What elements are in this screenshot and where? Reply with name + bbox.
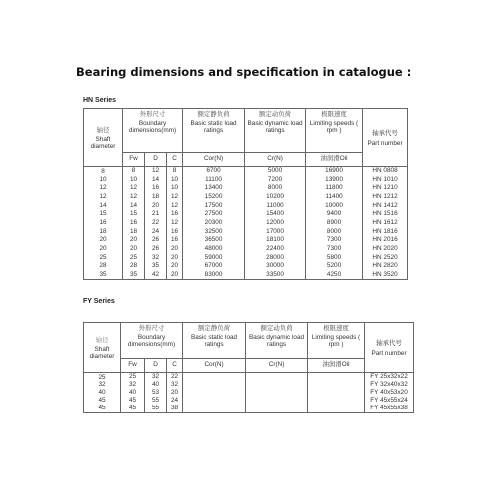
fy-cr-header: Cr(N) — [246, 359, 308, 373]
hn-cell-fw: 20 — [123, 236, 145, 245]
fy-cell-cr — [246, 389, 308, 397]
hn-cell-cor: 15200 — [183, 193, 245, 202]
fy-cell-cr — [246, 373, 308, 382]
hn-cell-speed: 7300 — [306, 245, 363, 254]
hn-speed-en: Limiting speeds ( rpm ) — [309, 120, 359, 135]
hn-table-row — [84, 262, 408, 271]
fy-dims-header — [121, 323, 183, 359]
fy-part-en: Part number — [371, 349, 407, 357]
fy-cell-shaft: 25 — [84, 373, 121, 382]
hn-cell-cor: 13400 — [183, 184, 245, 193]
hn-cell-cr: 30000 — [245, 262, 306, 271]
hn-cell-shaft: 20 — [84, 245, 123, 254]
hn-cell-part: HN 1212 — [363, 193, 408, 202]
hn-cell-cor: 32500 — [183, 228, 245, 237]
hn-cell-d: 18 — [145, 193, 167, 202]
hn-cell-fw: 16 — [123, 219, 145, 228]
hn-cell-cor: 11100 — [183, 175, 245, 184]
fy-cell-shaft: 45 — [84, 397, 121, 405]
hn-cell-cr: 10200 — [245, 193, 306, 202]
fy-cell-fw: 25 — [121, 373, 145, 382]
fy-part-header — [365, 323, 414, 373]
hn-cell-cr: 15400 — [245, 210, 306, 219]
hn-table-row — [84, 236, 408, 245]
hn-table-row — [84, 228, 408, 237]
fy-cell-speed — [308, 373, 365, 382]
hn-cell-d: 12 — [145, 167, 167, 176]
fy-cell-d: 55 — [145, 397, 167, 405]
fy-cell-part: FY 45x55x38 — [365, 405, 414, 413]
hn-cell-shaft: 14 — [84, 201, 123, 210]
hn-cell-fw: 14 — [123, 201, 145, 210]
hn-part-en: Part number — [367, 139, 403, 147]
hn-cell-c: 16 — [167, 228, 183, 237]
hn-table-row — [84, 184, 408, 193]
fy-cell-part: FY 45x55x24 — [365, 397, 414, 405]
hn-cell-shaft: 12 — [84, 184, 123, 193]
hn-cell-c: 10 — [167, 184, 183, 193]
fy-cell-shaft: 40 — [84, 389, 121, 397]
hn-cell-cr: 22400 — [245, 245, 306, 254]
hn-cell-fw: 20 — [123, 245, 145, 254]
hn-dims-cn: 外形尺寸 — [139, 111, 166, 118]
fy-dims-en: Boundary dimensions(mm) — [127, 334, 176, 349]
fy-cell-shaft: 32 — [84, 381, 121, 389]
fy-cell-cor — [183, 373, 246, 382]
hn-cell-cr: 5000 — [245, 167, 306, 176]
hn-cell-cr: 8000 — [245, 184, 306, 193]
hn-cell-c: 20 — [167, 271, 183, 280]
hn-cell-speed: 7300 — [306, 236, 363, 245]
hn-cell-cor: 6700 — [183, 167, 245, 176]
hn-cell-shaft: 10 — [84, 175, 123, 184]
fy-cell-c: 24 — [167, 397, 183, 405]
hn-table-row — [84, 254, 408, 263]
hn-cell-speed: 16900 — [306, 167, 363, 176]
fy-table-row — [84, 389, 414, 397]
hn-cell-c: 20 — [167, 262, 183, 271]
fy-cell-d: 40 — [145, 381, 167, 389]
hn-cell-shaft: 25 — [84, 254, 123, 263]
hn-cell-cr: 12000 — [245, 219, 306, 228]
hn-cell-cor: 59000 — [183, 254, 245, 263]
hn-cell-fw: 25 — [123, 254, 145, 263]
fy-dynamic-header — [246, 323, 308, 359]
fy-table-row — [84, 373, 414, 382]
hn-cell-cor: 83000 — [183, 271, 245, 280]
hn-cell-d: 16 — [145, 184, 167, 193]
hn-cell-d: 21 — [145, 210, 167, 219]
fy-cell-speed — [308, 397, 365, 405]
hn-cell-part: HN 2520 — [363, 254, 408, 263]
hn-cor-header: Cor(N) — [183, 153, 245, 167]
hn-cell-c: 20 — [167, 254, 183, 263]
hn-cell-cr: 11000 — [245, 201, 306, 210]
fy-spec-table — [83, 322, 414, 413]
hn-cell-cor: 67000 — [183, 262, 245, 271]
hn-cell-cr: 28000 — [245, 254, 306, 263]
fy-speed-cn: 极限速度 — [323, 325, 349, 332]
hn-oil-header: 油润滑Oil — [306, 153, 363, 167]
hn-cell-speed: 11400 — [306, 193, 363, 202]
fy-cell-cor — [183, 397, 246, 405]
hn-dynamic-header — [245, 109, 306, 153]
fy-shaft-en: Shaft diameter — [89, 345, 115, 361]
fy-table-row — [84, 397, 414, 405]
hn-cell-c: 12 — [167, 201, 183, 210]
hn-cell-d: 35 — [145, 262, 167, 271]
hn-dynamic-cn: 额定动负荷 — [259, 111, 291, 118]
fy-cell-part: FY 40x53x20 — [365, 389, 414, 397]
hn-table-row — [84, 271, 408, 280]
hn-cell-cor: 27500 — [183, 210, 245, 219]
hn-cell-fw: 12 — [123, 193, 145, 202]
fy-dynamic-cn: 额定动负荷 — [260, 325, 293, 332]
hn-cell-d: 26 — [145, 236, 167, 245]
hn-cell-fw: 12 — [123, 184, 145, 193]
fy-part-cn: 轴承代号 — [376, 340, 402, 348]
hn-cell-c: 8 — [167, 167, 183, 176]
hn-cell-speed: 10000 — [306, 201, 363, 210]
hn-d-header: D — [145, 153, 167, 167]
hn-cell-d: 32 — [145, 254, 167, 263]
fy-cell-c: 38 — [167, 405, 183, 413]
fy-shaft-cn: 轴径 — [95, 336, 109, 344]
hn-cell-fw: 35 — [123, 271, 145, 280]
fy-fw-header: Fw — [121, 359, 145, 373]
hn-table-row — [84, 201, 408, 210]
hn-cell-d: 14 — [145, 175, 167, 184]
hn-cr-header: Cr(N) — [245, 153, 306, 167]
hn-part-header — [363, 109, 408, 167]
hn-cell-speed: 11800 — [306, 184, 363, 193]
fy-cell-part: FY 32x40x32 — [365, 381, 414, 389]
hn-dynamic-en: Basic dynamic load ratings — [247, 120, 303, 135]
fy-cor-header: Cor(N) — [183, 359, 246, 373]
hn-cell-speed: 8000 — [306, 228, 363, 237]
hn-cell-part: HN 0808 — [363, 167, 408, 176]
hn-static-cn: 额定静负荷 — [197, 111, 230, 118]
hn-cell-fw: 15 — [123, 210, 145, 219]
hn-table-row — [84, 219, 408, 228]
hn-cell-shaft: 35 — [84, 271, 123, 280]
fy-speed-header — [308, 323, 365, 359]
fy-cell-c: 32 — [167, 381, 183, 389]
fy-cell-speed — [308, 389, 365, 397]
hn-shaft-en: Shaft diameter — [90, 135, 116, 151]
hn-cell-c: 12 — [167, 193, 183, 202]
fy-d-header: D — [145, 359, 167, 373]
hn-cell-part: HN 1412 — [363, 201, 408, 210]
fy-cell-speed — [308, 381, 365, 389]
fy-static-header — [183, 323, 246, 359]
hn-cell-shaft: 28 — [84, 262, 123, 271]
fy-cell-speed — [308, 405, 365, 413]
fy-series-label: FY Series — [83, 298, 115, 305]
fy-c-header: C — [167, 359, 183, 373]
hn-cell-cor: 48000 — [183, 245, 245, 254]
hn-cell-shaft: 16 — [84, 219, 123, 228]
hn-cell-c: 12 — [167, 219, 183, 228]
fy-cell-cr — [246, 381, 308, 389]
fy-table-row — [84, 381, 414, 389]
hn-cell-shaft: 12 — [84, 193, 123, 202]
fy-cell-cor — [183, 389, 246, 397]
hn-cell-part: HN 1816 — [363, 228, 408, 237]
hn-table-row — [84, 210, 408, 219]
hn-cell-cor: 20300 — [183, 219, 245, 228]
fy-rows — [84, 373, 414, 413]
fy-table-row — [84, 405, 414, 413]
fy-speed-en: Limiting speeds ( rpm ) — [311, 334, 361, 349]
hn-table-row — [84, 175, 408, 184]
fy-cell-c: 22 — [167, 373, 183, 382]
fy-cell-fw: 32 — [121, 381, 145, 389]
hn-static-en: Basic static load ratings — [190, 120, 237, 135]
fy-cell-shaft: 45 — [84, 405, 121, 413]
hn-dims-en: Boundary dimensions(mm) — [128, 120, 177, 135]
hn-cell-part: HN 3520 — [363, 271, 408, 280]
hn-series-label: HN Series — [83, 97, 117, 104]
fy-cell-part: FY 25x32x22 — [365, 373, 414, 382]
hn-cell-part: HN 1210 — [363, 184, 408, 193]
hn-cell-shaft: 15 — [84, 210, 123, 219]
fy-static-en: Basic static load ratings — [190, 334, 238, 349]
hn-cell-d: 24 — [145, 228, 167, 237]
fy-oil-header: 油润滑Oil — [308, 359, 365, 373]
hn-c-header: C — [167, 153, 183, 167]
fy-cell-d: 53 — [145, 389, 167, 397]
hn-dims-header — [123, 109, 183, 153]
fy-cell-d: 32 — [145, 373, 167, 382]
page-heading: Bearing dimensions and specification in catalogue : — [76, 65, 412, 79]
hn-cell-cr: 18100 — [245, 236, 306, 245]
hn-cell-shaft: 20 — [84, 236, 123, 245]
fy-cell-cr — [246, 405, 308, 413]
hn-shaft-header — [84, 109, 123, 167]
hn-cell-cr: 7200 — [245, 175, 306, 184]
hn-cell-fw: 8 — [123, 167, 145, 176]
hn-cell-fw: 18 — [123, 228, 145, 237]
hn-cell-c: 20 — [167, 245, 183, 254]
fy-cell-cor — [183, 405, 246, 413]
fy-dims-cn: 外形尺寸 — [138, 325, 165, 332]
hn-cell-part: HN 1010 — [363, 175, 408, 184]
fy-cell-fw: 45 — [121, 405, 145, 413]
hn-cell-speed: 13900 — [306, 175, 363, 184]
hn-cell-c: 16 — [167, 236, 183, 245]
hn-cell-cr: 17000 — [245, 228, 306, 237]
fy-cell-c: 20 — [167, 389, 183, 397]
hn-cell-shaft: 18 — [84, 228, 123, 237]
hn-cell-fw: 10 — [123, 175, 145, 184]
hn-shaft-cn: 轴径 — [96, 126, 110, 134]
fy-cell-fw: 40 — [121, 389, 145, 397]
hn-spec-table — [83, 108, 408, 280]
hn-cell-speed: 4250 — [306, 271, 363, 280]
hn-cell-speed: 9400 — [306, 210, 363, 219]
hn-table-row — [84, 167, 408, 176]
hn-speed-header — [306, 109, 363, 153]
hn-cell-cr: 33500 — [245, 271, 306, 280]
hn-cell-speed: 5200 — [306, 262, 363, 271]
hn-cell-c: 10 — [167, 175, 183, 184]
hn-cell-cor: 17500 — [183, 201, 245, 210]
hn-cell-fw: 28 — [123, 262, 145, 271]
hn-cell-part: HN 2820 — [363, 262, 408, 271]
hn-cell-d: 26 — [145, 245, 167, 254]
hn-cell-speed: 5800 — [306, 254, 363, 263]
hn-cell-c: 16 — [167, 210, 183, 219]
hn-cell-speed: 8900 — [306, 219, 363, 228]
fy-cell-fw: 45 — [121, 397, 145, 405]
hn-cell-part: HN 2016 — [363, 236, 408, 245]
hn-cell-part: HN 2020 — [363, 245, 408, 254]
hn-rows — [84, 167, 408, 280]
hn-speed-cn: 极限速度 — [321, 111, 347, 118]
fy-shaft-header — [84, 323, 121, 373]
hn-cell-d: 20 — [145, 201, 167, 210]
fy-cell-d: 55 — [145, 405, 167, 413]
hn-cell-part: HN 1612 — [363, 219, 408, 228]
hn-table-row — [84, 193, 408, 202]
hn-part-cn: 轴承代号 — [372, 130, 398, 138]
hn-cell-shaft: 8 — [84, 167, 123, 176]
fy-static-cn: 额定静负荷 — [198, 325, 230, 332]
fy-dynamic-en: Basic dynamic load ratings — [249, 334, 305, 349]
hn-cell-part: HN 1516 — [363, 210, 408, 219]
hn-cell-cor: 36500 — [183, 236, 245, 245]
hn-table-row — [84, 245, 408, 254]
fy-cell-cr — [246, 397, 308, 405]
hn-static-header — [183, 109, 245, 153]
hn-fw-header: Fw — [123, 153, 145, 167]
hn-cell-d: 22 — [145, 219, 167, 228]
fy-cell-cor — [183, 381, 246, 389]
hn-cell-d: 42 — [145, 271, 167, 280]
